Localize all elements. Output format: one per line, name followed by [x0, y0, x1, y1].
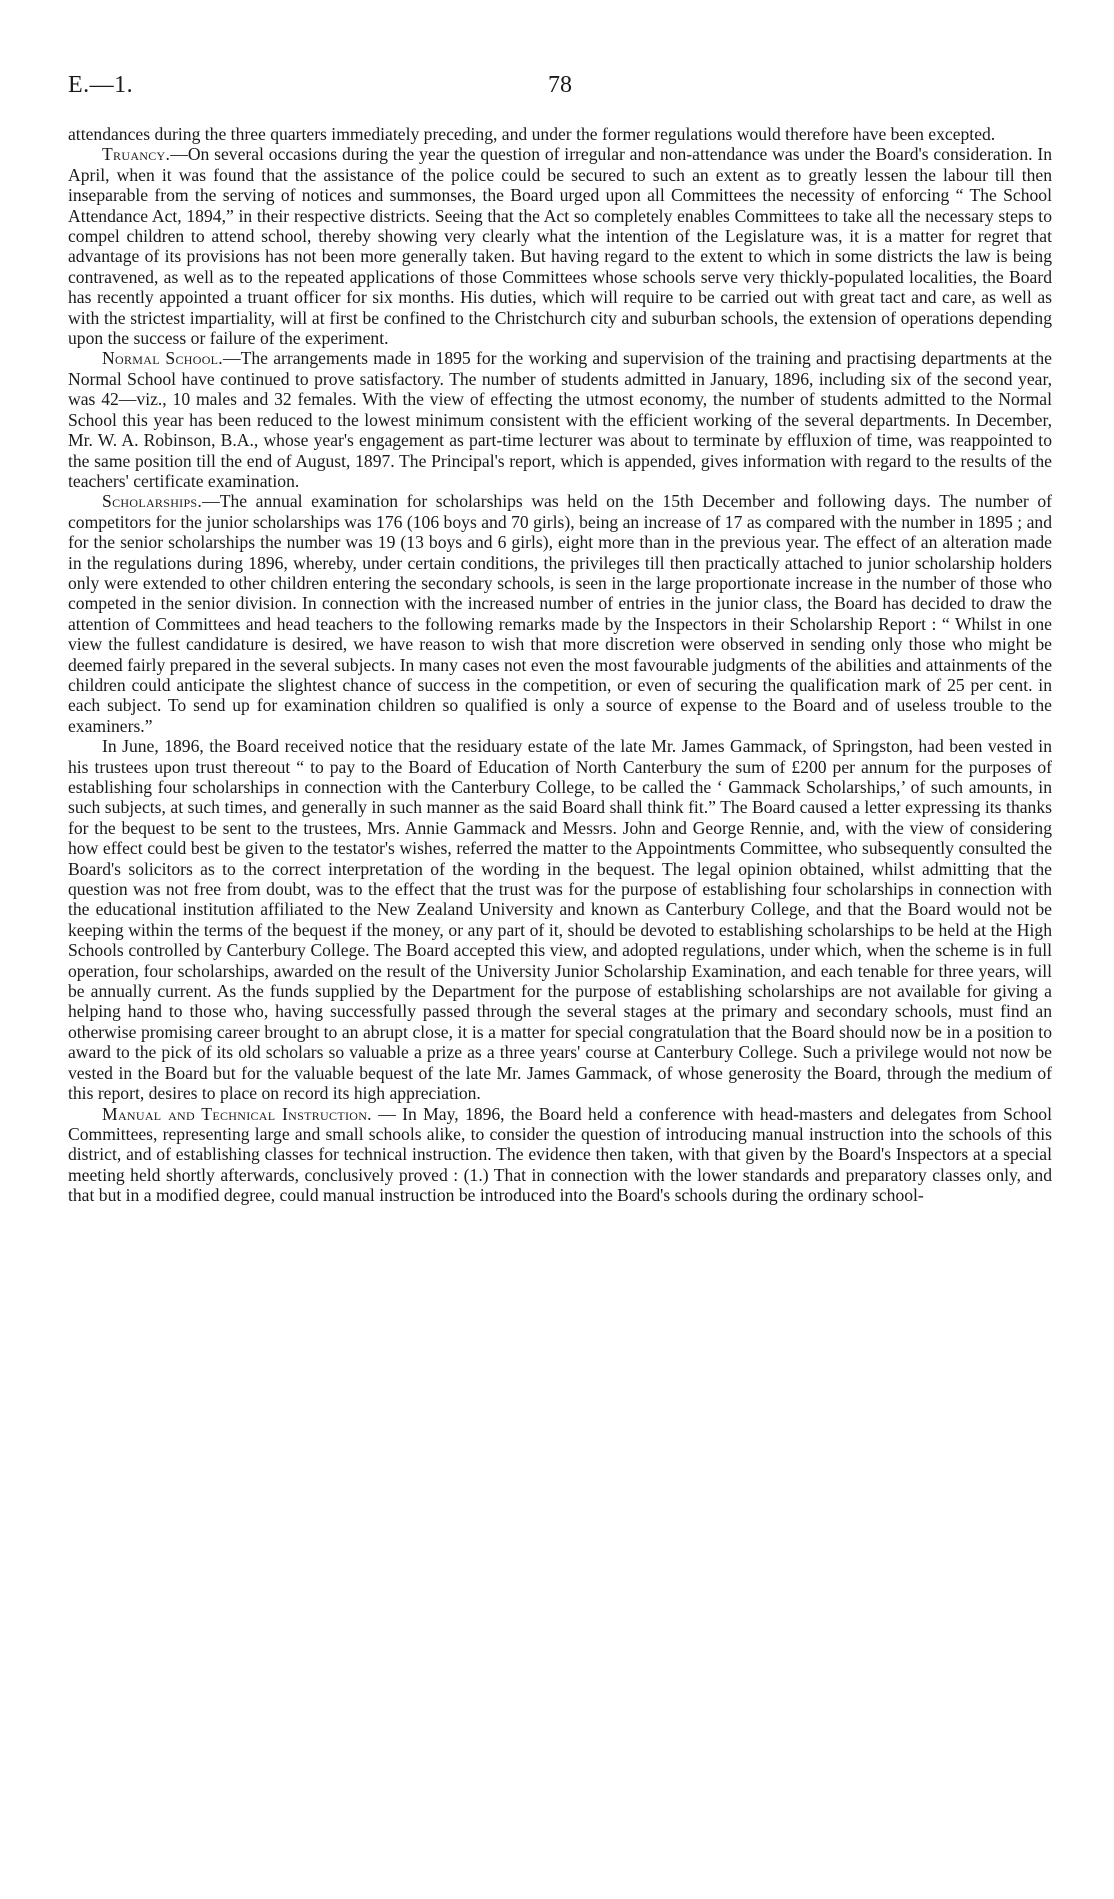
page-header	[68, 72, 1052, 102]
paragraph-manual-instruction	[68, 1104, 1052, 1206]
paragraph-normal-school	[68, 348, 1052, 491]
paragraph-text: —On several occasions during the year the question of irregular and non-attendance was under the Board's consideration. In April, when it was found that the assistance of the police could be secured to such an extent as to greatly lessen the labour till then inseparable from the serving of notices and summonses, the Board urged upon all Committees the necessity of enforcing “ The School Attendance Act, 1894,” in their respective districts. Seeing that the Act so completely enables Committees to take all the necessary steps to compel children to attend school, thereby showing very clearly what the intention of the Legislature was, it is a matter for regret that advantage of its provisions has not been more generally taken. But having regard to the extent to which in some districts the law is being contravened, as well as to the repeated applications of those Committees whose schools serve very thickly-populated localities, the Board has recently appointed a truant officer for six months. His duties, which will require to be carried out with great tact and care, as well as with the strictest impartiality, will at first be confined to the Christchurch city and suburban schools, the extension of operations depending upon the success or failure of the experiment.	[68, 144, 1052, 349]
paragraph-text: —The arrangements made in 1895 for the working and supervision of the training and practising departments at the Normal School have continued to prove satisfactory. The number of students admitted in January, 1896, including six of the second year, was 42—viz., 10 males and 32 females. With the view of effecting the utmost economy, the number of students admitted to the Normal School this year has been reduced to the lowest minimum consistent with the efficient working of the several departments. In December, Mr. W. A. Robinson, B.A., whose year's engagement as part-time lecturer was about to terminate by effluxion of time, was reappointed to the same position till the end of August, 1897. The Principal's report, which is appended, gives information with regard to the results of the teachers' certificate examination.	[68, 348, 1052, 491]
paragraph-text: attendances during the three quarters immediately preceding, and under the former regulations would therefore have been excepted.	[68, 124, 996, 144]
paragraph-truancy	[68, 144, 1052, 348]
paragraph-gammack-bequest	[68, 736, 1052, 1103]
paragraph-scholarships	[68, 491, 1052, 736]
section-heading: Normal School.	[102, 348, 224, 369]
paragraph-continuation	[68, 124, 1052, 144]
paragraph-text: — In May, 1896, the Board held a conference with head-masters and delegates from School Committees, representing large and small schools alike, to consider the question of introducing manual instruction into the schools of this district, and of establishing classes for technical instruction. The evidence then taken, with that given by the Board's Inspectors at a special meeting held shortly afterwards, conclusively proved : (1.) That in connection with the lower standards and preparatory classes only, and that but in a modified degree, could manual instruction be introduced into the Board's schools during the ordinary school-	[68, 1103, 1052, 1206]
section-heading: Truancy.	[102, 144, 171, 165]
section-heading: Scholarships.	[102, 491, 203, 512]
paragraph-text: —The annual examination for scholarships was held on the 15th December and following days. The number of competitors for the junior scholarships was 176 (106 boys and 70 girls), being an increase of 17 as compared with the number in 1895 ; and for the senior scholarships the number was 19 (13 boys and 6 girls), eight more than in the previous year. The effect of an alteration made in the regulations during 1896, whereby, under certain conditions, the privileges till then practically attached to junior scholarship holders only were extended to other children entering the secondary schools, is seen in the large proportionate increase in the number of those who competed in the senior division. In connection with the increased number of entries in the junior class, the Board has decided to draw the attention of Committees and head teachers to the following remarks made by the Inspectors in their Scholarship Report : “ Whilst in one view the fullest candidature is desired, we have reason to wish that more discretion were observed in sending only those who might be deemed fairly prepared in the several subjects. In many cases not even the most favourable judgments of the abilities and attainments of the children could anticipate the slightest chance of success in the competition, or even of securing the qualification mark of 25 per cent. in each subject. To send up for examination children so qualified is only a source of expense to the Board and of useless trouble to the examiners.”	[68, 491, 1052, 736]
body-text	[68, 124, 1052, 1206]
section-heading: Manual and Technical Instruction.	[102, 1103, 372, 1124]
document-code: E.—1.	[68, 72, 134, 98]
paragraph-text: In June, 1896, the Board received notice that the residuary estate of the late Mr. James Gammack, of Springston, had been vested in his trustees upon trust thereout “ to pay to the Board of Education of North Canterbury the sum of £200 per annum for the purposes of establishing four scholarships in connection with the Canterbury College, to be called the ‘ Gammack Scholarships,’ of such amounts, in such subjects, at such times, and generally in such manner as the said Board shall think fit.” The Board caused a letter expressing its thanks for the bequest to be sent to the trustees, Mrs. Annie Gammack and Messrs. John and George Rennie, and, with the view of considering how effect could best be given to the testator's wishes, referred the matter to the Appointments Committee, who subsequently consulted the Board's solicitors as to the correct interpretation of the wording in the bequest. The legal opinion obtained, whilst admitting that the question was not free from doubt, was to the effect that the trust was for the purpose of establishing four scholarships in connection with the educational institution affiliated to the New Zealand University and known as Canterbury College, and that the Board would not be keeping within the terms of the bequest if the money, or any part of it, should be devoted to establishing scholarships to be held at the High Schools controlled by Canterbury College. The Board accepted this view, and adopted regulations, under which, when the scheme is in full operation, four scholarships, awarded on the result of the University Junior Scholarship Examination, and each tenable for three years, will be annually current. As the funds supplied by the Department for the purpose of establishing scholarships are not available for giving a helping hand to those who, having successfully passed through the several stages at the primary and secondary schools, must find an otherwise promising career brought to an abrupt close, it is a matter for special congratulation that the Board should now be in a position to award to the pick of its old scholars so valuable a prize as a three years' course at Canterbury College. Such a privilege would not now be vested in the Board but for the valuable bequest of the late Mr. James Gammack, of whose generosity the Board, through the medium of this report, desires to place on record its high appreciation.	[68, 736, 1052, 1104]
page-number: 78	[548, 72, 572, 98]
